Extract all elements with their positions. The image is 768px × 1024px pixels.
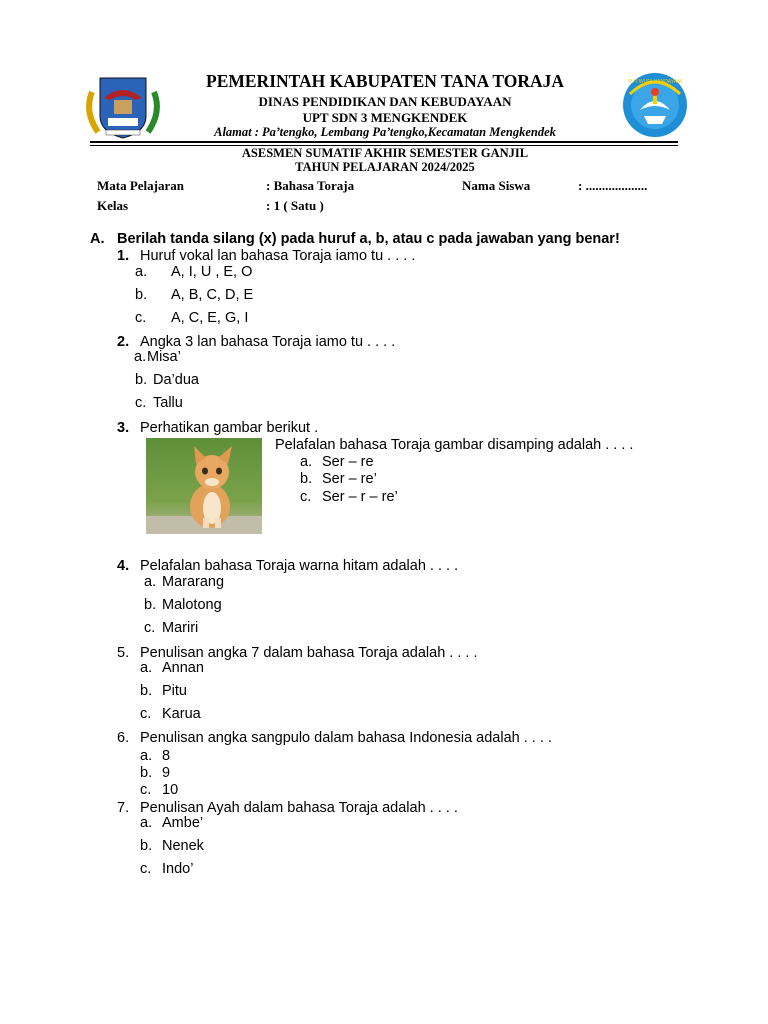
school-address: Alamat : Pa’tengko, Lembang Pa’tengko,Kecamatan Mengkendek <box>214 125 556 139</box>
question-number: 5. <box>117 645 130 661</box>
kitten-photo <box>146 438 262 534</box>
option-text[interactable]: Ambe’ <box>162 815 204 831</box>
option-text[interactable]: Ser – re’ <box>322 471 377 487</box>
subject-value: : Bahasa Toraja <box>266 178 355 193</box>
question-number: 6. <box>117 730 130 746</box>
student-name-field[interactable]: : ................... <box>578 178 648 193</box>
option-text[interactable]: Pitu <box>162 683 187 699</box>
option-letter[interactable]: a. <box>134 349 147 365</box>
option-letter[interactable]: b. <box>140 765 153 781</box>
option-letter[interactable]: a. <box>300 454 313 470</box>
option-letter[interactable]: c. <box>135 310 147 326</box>
option-text[interactable]: 10 <box>162 782 179 798</box>
academic-year: TAHUN PELAJARAN 2024/2025 <box>295 160 475 174</box>
option-letter[interactable]: c. <box>140 861 152 877</box>
option-letter[interactable]: a. <box>140 748 153 764</box>
option-text[interactable]: Karua <box>162 706 201 722</box>
option-text[interactable]: Tallu <box>153 395 183 411</box>
question-text: Pelafalan bahasa Toraja warna hitam adalah . . . . <box>140 558 459 574</box>
option-letter[interactable]: b. <box>135 287 148 303</box>
option-text[interactable]: Nenek <box>162 838 204 854</box>
government-heading: PEMERINTAH KABUPATEN TANA TORAJA <box>206 71 564 91</box>
option-letter[interactable]: c. <box>135 395 147 411</box>
question-number: 1. <box>117 248 130 264</box>
option-letter[interactable]: c. <box>144 620 156 636</box>
option-text[interactable]: Malotong <box>162 597 222 613</box>
question-number: 4. <box>117 558 130 574</box>
option-text[interactable]: Mariri <box>162 620 199 636</box>
option-text[interactable]: Ser – re <box>322 454 374 470</box>
option-letter[interactable]: a. <box>135 264 148 280</box>
question-number: 3. <box>117 420 130 436</box>
option-text[interactable]: A, I, U , E, O <box>171 264 253 280</box>
svg-text:TUT WURI HANDAYANI: TUT WURI HANDAYANI <box>627 79 683 85</box>
option-text[interactable]: 9 <box>162 765 171 781</box>
question-number: 2. <box>117 334 130 350</box>
option-text[interactable]: Ser – r – re’ <box>322 489 398 505</box>
option-text[interactable]: A, C, E, G, I <box>171 310 249 326</box>
section-letter: A. <box>90 231 105 247</box>
option-text[interactable]: Annan <box>162 660 204 676</box>
question-text: Penulisan angka 7 dalam bahasa Toraja adalah . . . . <box>140 645 478 661</box>
option-letter[interactable]: c. <box>140 706 152 722</box>
option-letter[interactable]: b. <box>144 597 157 613</box>
option-letter[interactable]: b. <box>135 372 148 388</box>
class-value: : 1 ( Satu ) <box>266 198 324 213</box>
option-letter[interactable]: a. <box>144 574 157 590</box>
option-text[interactable]: 8 <box>162 748 171 764</box>
question-text: Perhatikan gambar berikut . <box>140 420 319 436</box>
question-text: Penulisan Ayah dalam bahasa Toraja adalah . . . . <box>140 800 458 816</box>
option-letter[interactable]: b. <box>140 683 153 699</box>
subject-label: Mata Pelajaran <box>97 178 185 193</box>
exam-title: ASESMEN SUMATIF AKHIR SEMESTER GANJIL <box>241 146 529 160</box>
question-number: 7. <box>117 800 130 816</box>
section-instruction: Berilah tanda silang (x) pada huruf a, b, atau c pada jawaban yang benar! <box>117 231 620 247</box>
option-text[interactable]: Da’dua <box>153 372 199 388</box>
option-text[interactable]: A, B, C, D, E <box>171 287 254 303</box>
question-text: Angka 3 lan bahasa Toraja iamo tu . . . . <box>140 334 396 350</box>
student-name-label: Nama Siswa <box>462 178 531 193</box>
option-letter[interactable]: c. <box>300 489 312 505</box>
option-letter[interactable]: a. <box>140 660 153 676</box>
question-text: Penulisan angka sangpulo dalam bahasa Indonesia adalah . . . . <box>140 730 552 746</box>
school-heading: UPT SDN 3 MENGKENDEK <box>302 110 468 125</box>
option-letter[interactable]: c. <box>140 782 152 798</box>
option-letter[interactable]: b. <box>140 838 153 854</box>
option-text[interactable]: Indo’ <box>162 861 194 877</box>
option-text[interactable]: Mararang <box>162 574 225 590</box>
option-letter[interactable]: b. <box>300 471 313 487</box>
department-heading: DINAS PENDIDIKAN DAN KEBUDAYAAN <box>258 94 512 109</box>
option-letter[interactable]: a. <box>140 815 153 831</box>
question-prompt: Pelafalan bahasa Toraja gambar disamping adalah . . . . <box>275 437 634 453</box>
class-label: Kelas <box>97 198 129 213</box>
option-text[interactable]: Misa’ <box>147 349 181 365</box>
question-text: Huruf vokal lan bahasa Toraja iamo tu . . . . <box>140 248 416 264</box>
letterhead-rule <box>90 141 678 143</box>
